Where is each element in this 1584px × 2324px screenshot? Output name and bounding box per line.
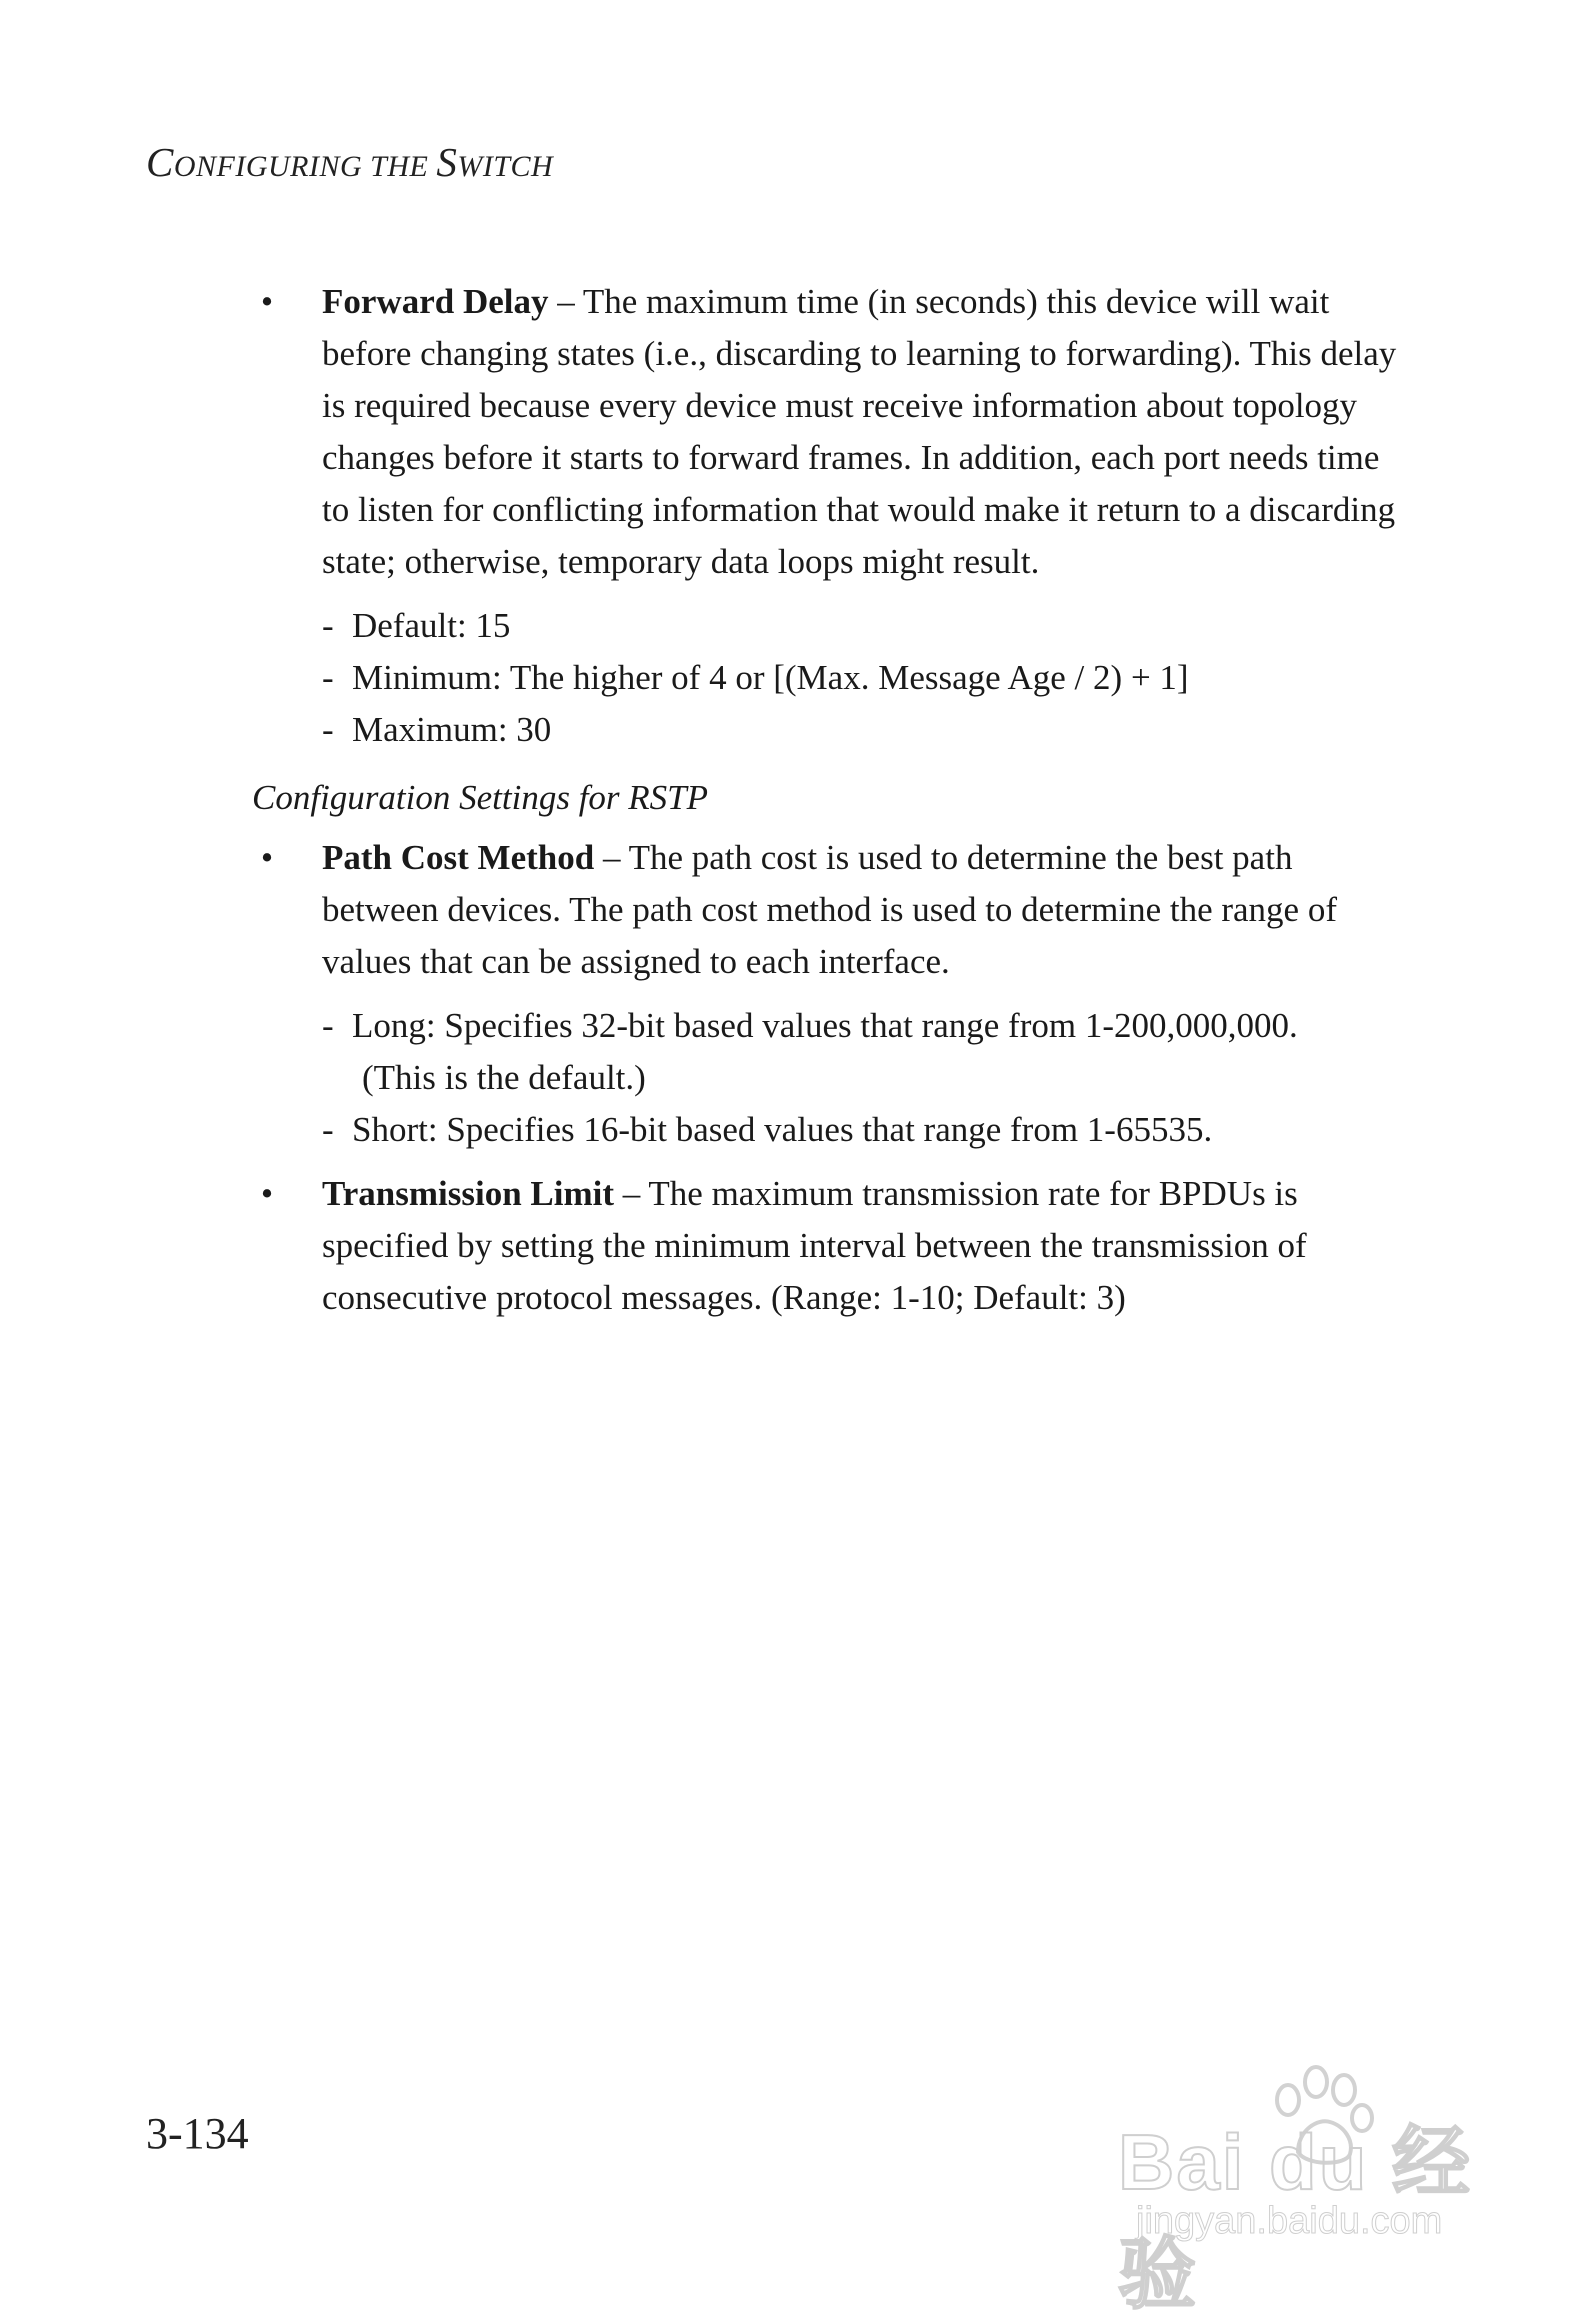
forward-delay-term: Forward Delay (322, 282, 549, 321)
header-initial-c: C (146, 139, 174, 185)
list-item (322, 1000, 1402, 1104)
transmission-limit-description: – The maximum transmission rate for BPDUs is specified by setting the minimum interval between the transmission of consecutive protocol messages. (Range: 1-10; Default: 3) (322, 1174, 1307, 1317)
page-number: 3-134 (146, 2109, 249, 2158)
watermark-brand: Bai du 经验 (1118, 2118, 1473, 2318)
page-body (252, 276, 1402, 1324)
transmission-limit-term: Transmission Limit (322, 1174, 615, 1213)
bullet-icon: • (260, 1174, 274, 1213)
running-header (146, 138, 553, 186)
dash-marker: - (322, 606, 334, 645)
bullet-icon: • (260, 838, 274, 877)
list-item (322, 600, 1402, 652)
forward-delay-default: Default: 15 (352, 606, 511, 645)
watermark-url: jingyan.baidu.com (1136, 2200, 1443, 2242)
dash-marker: - (322, 710, 334, 749)
rstp-section-heading: Configuration Settings for RSTP (252, 778, 709, 817)
dash-marker: - (322, 1110, 334, 1149)
forward-delay-entry (252, 276, 1402, 588)
list-item (322, 652, 1402, 704)
dash-marker: - (322, 1006, 334, 1045)
list-item (322, 704, 1402, 756)
path-cost-entry (252, 832, 1402, 988)
path-cost-term: Path Cost Method (322, 838, 595, 877)
path-cost-short: Short: Specifies 16-bit based values that range from 1-65535. (352, 1110, 1213, 1149)
header-initial-s: S (436, 139, 458, 185)
path-cost-description: – The path cost is used to determine the best path between devices. The path cost method is used to determine the range of values that can be assigned to each interface. (322, 838, 1337, 981)
bullet-icon: • (260, 282, 274, 321)
dash-marker: - (322, 658, 334, 697)
forward-delay-description: – The maximum time (in seconds) this device will wait before changing states (i.e., discarding to learning to forwarding). This delay is required because every device must receive information about topology changes before it starts to forward frames. In addition, each port needs time to listen for conflicting information that would make it return to a discarding state; otherwise, temporary data loops might result. (322, 282, 1397, 581)
transmission-limit-entry (252, 1168, 1402, 1324)
baidu-jingyan-watermark (1108, 2060, 1548, 2318)
forward-delay-minimum: Minimum: The higher of 4 or [(Max. Message Age / 2) + 1] (352, 658, 1189, 697)
forward-delay-maximum: Maximum: 30 (352, 710, 552, 749)
path-cost-long-note: (This is the default.) (362, 1058, 646, 1097)
header-word-switch: WITCH (457, 150, 554, 183)
forward-delay-values (322, 600, 1402, 756)
path-cost-values (322, 1000, 1402, 1156)
path-cost-long: Long: Specifies 32-bit based values that range from 1-200,000,000. (352, 1006, 1298, 1045)
header-word-configuring: ONFIGURING THE (173, 150, 437, 183)
list-item (322, 1104, 1402, 1156)
